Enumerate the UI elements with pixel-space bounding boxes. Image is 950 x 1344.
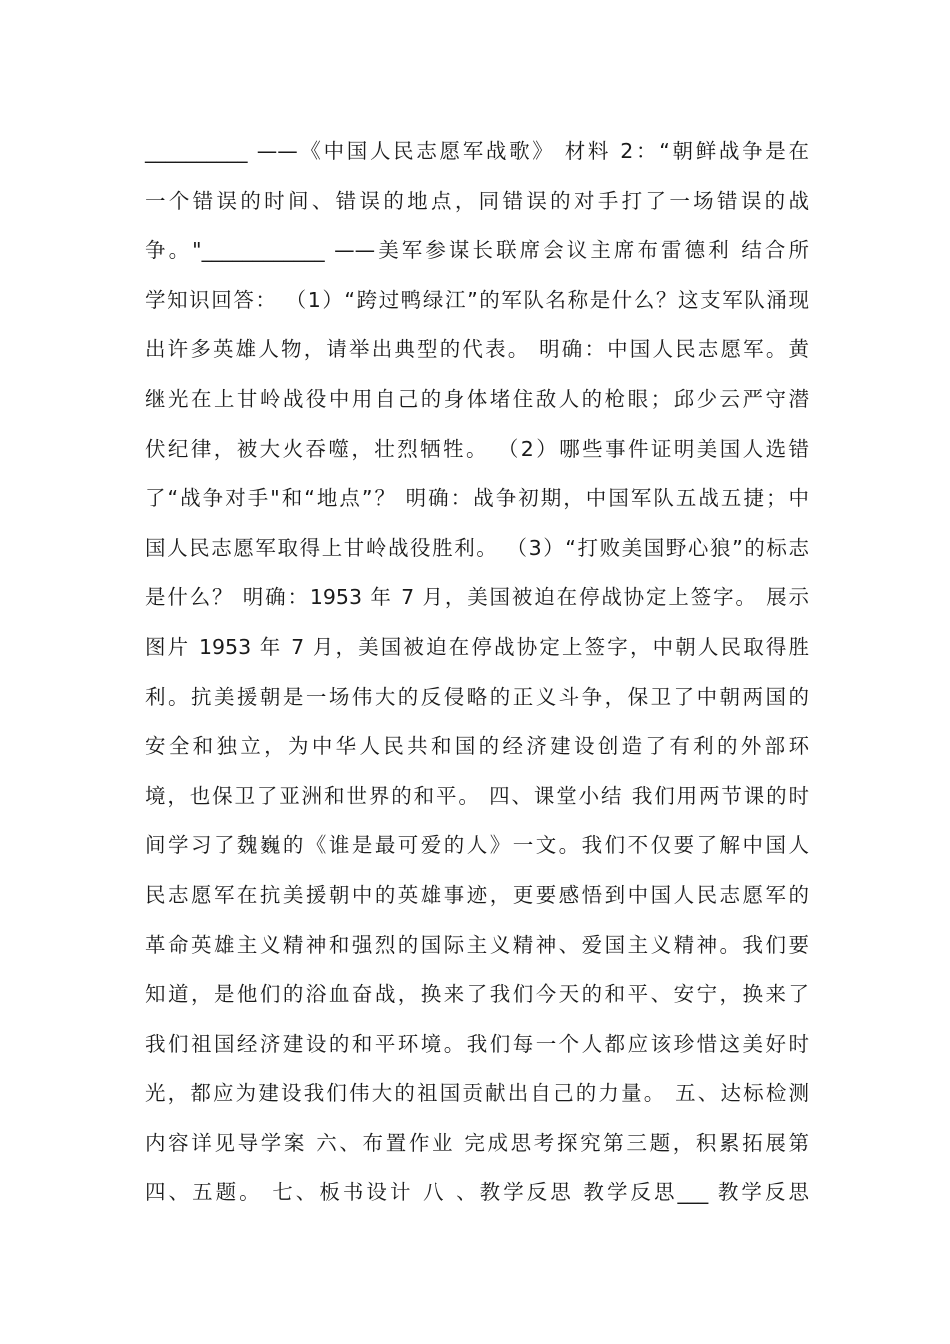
text-line-17: 革命英雄主义精神和强烈的国际主义精神、爱国主义精神。我们要 [145,932,809,957]
text-line-15: 间学习了魏巍的《谁是最可爱的人》一文。我们不仅要了解中国人 [145,833,809,858]
text-line-1: __________ ——《中国人民志愿军战歌》 材料 2：“朝鲜战争是在 [145,139,809,163]
text-line-4: 学知识回答： （1）“跨过鸭绿江”的军队名称是什么？这支军队涌现 [145,287,809,312]
text-line-21: 内容详见导学案 六、布置作业 完成思考探究第三题，积累拓展第 [145,1130,809,1155]
text-line-20: 光，都应为建设我们伟大的祖国贡献出自己的力量。 五、达标检测 [145,1081,809,1106]
text-line-10: 是什么？ 明确：1953 年 7 月，美国被迫在停战协定上签字。 展示 [145,585,809,610]
text-line-19: 我们祖国经济建设的和平环境。我们每一个人都应该珍惜这美好时 [145,1031,809,1056]
text-line-16: 民志愿军在抗美援朝中的英雄事迹，更要感悟到中国人民志愿军的 [145,882,809,907]
text-line-14: 境，也保卫了亚洲和世界的和平。 四、课堂小结 我们用两节课的时 [145,783,809,808]
text-line-6: 继光在上甘岭战役中用自己的身体堵住敌人的枪眼；邱少云严守潜 [145,386,809,411]
text-line-3: 争。"____________ ——美军参谋长联席会议主席布雷德利 结合所 [145,238,809,263]
text-line-7: 伏纪律，被大火吞噬，壮烈牺牲。 （2）哪些事件证明美国人选错 [145,436,809,461]
text-line-13: 安全和独立，为中华人民共和国的经济建设创造了有利的外部环 [145,734,809,759]
body-text [145,127,809,1218]
text-line-11: 图片 1953 年 7 月，美国被迫在停战协定上签字，中朝人民取得胜 [145,634,809,659]
text-line-18: 知道，是他们的浴血奋战，换来了我们今天的和平、安宁，换来了 [145,982,809,1007]
text-line-5: 出许多英雄人物，请举出典型的代表。 明确：中国人民志愿军。黄 [145,337,809,362]
text-line-2: 一个错误的时间、错误的地点，同错误的对手打了一场错误的战 [145,188,809,213]
text-line-22: 四、五题。 七、板书设计 八 、教学反思 教学反思___ 教学反思 [145,1180,809,1205]
text-line-9: 国人民志愿军取得上甘岭战役胜利。 （3）“打败美国野心狼”的标志 [145,535,809,560]
text-line-12: 利。抗美援朝是一场伟大的反侵略的正义斗争，保卫了中朝两国的 [145,684,809,709]
text-line-8: 了“战争对手"和“地点”？ 明确：战争初期，中国军队五战五捷；中 [145,486,809,511]
